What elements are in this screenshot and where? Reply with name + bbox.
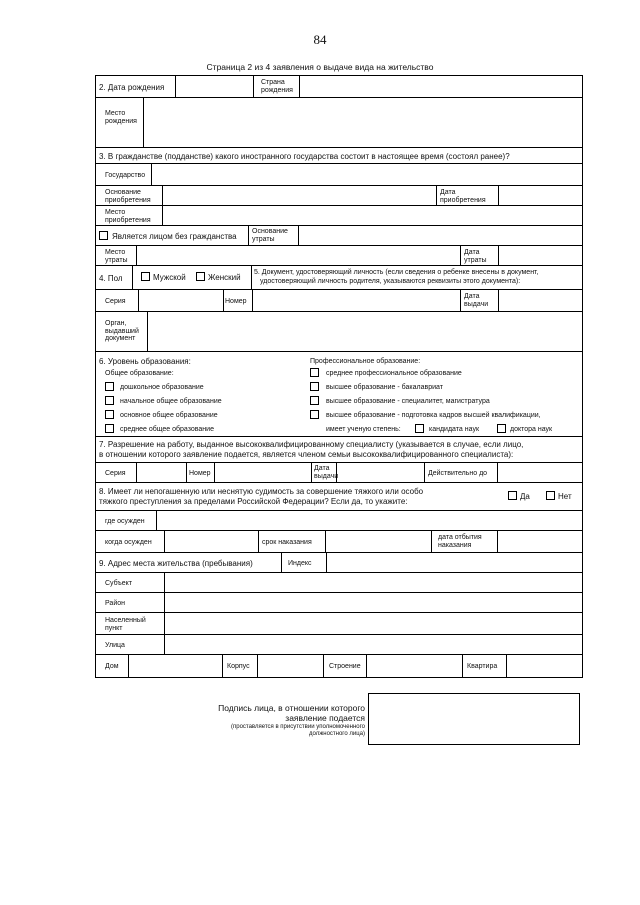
row-citizenship-title — [96, 148, 582, 164]
release-date-label: дата отбытия наказания — [438, 534, 482, 549]
loss-basis-label: Основание утраты — [252, 228, 288, 243]
master-checkbox[interactable] — [310, 396, 319, 405]
row-work-permit-title — [96, 437, 582, 463]
conviction-yes-checkbox[interactable] — [508, 491, 517, 500]
row-where-convicted — [96, 511, 582, 531]
row-work-permit-details — [96, 463, 582, 483]
sex-label: 4. Пол — [99, 274, 123, 283]
issuer-label: Орган, выдавший документ — [105, 320, 139, 342]
professional-education-label: Профессиональное образование: — [310, 358, 421, 365]
row-subject — [96, 573, 582, 593]
signature-field[interactable] — [368, 693, 580, 745]
row-birth-place — [96, 98, 582, 148]
index-label: Индекс — [288, 560, 312, 567]
house-field[interactable] — [128, 655, 129, 677]
row-acquisition-place — [96, 206, 582, 226]
candidate-checkbox[interactable] — [415, 424, 424, 433]
document-number-field[interactable] — [252, 290, 253, 311]
page-number: 84 — [313, 32, 327, 47]
secondary-prof-checkbox[interactable] — [310, 368, 319, 377]
loss-date-label: Дата утраты — [464, 249, 487, 264]
row-district — [96, 593, 582, 613]
row-when-convicted — [96, 531, 582, 553]
acquisition-place-field[interactable] — [162, 206, 163, 225]
bachelor-label: высшее образование - бакалавриат — [326, 384, 443, 391]
apartment-label: Квартира — [467, 663, 498, 670]
release-date-field[interactable] — [497, 531, 498, 552]
doctor-checkbox[interactable] — [497, 424, 506, 433]
acquisition-date-field[interactable] — [498, 186, 499, 205]
degree-label: имеет ученую степень: — [326, 426, 401, 433]
master-label: высшее образование - специалитет, магистратура — [326, 398, 490, 405]
locality-field[interactable] — [164, 613, 165, 634]
male-checkbox[interactable] — [141, 272, 150, 281]
district-label: Район — [105, 600, 125, 607]
male-label: Мужской — [153, 273, 186, 282]
row-conviction-title — [96, 483, 582, 511]
application-form — [95, 75, 583, 678]
structure-label: Строение — [329, 663, 361, 670]
work-permit-number-label: Номер — [189, 470, 211, 477]
postgraduate-checkbox[interactable] — [310, 410, 319, 419]
basic-general-checkbox[interactable] — [105, 410, 114, 419]
stateless-checkbox[interactable] — [99, 231, 108, 240]
acquisition-date-label: Дата приобретения — [440, 189, 486, 204]
loss-place-label: Место утраты — [105, 249, 128, 264]
structure-field[interactable] — [366, 655, 367, 677]
preschool-checkbox[interactable] — [105, 382, 114, 391]
row-house — [96, 655, 582, 677]
subject-label: Субъект — [105, 580, 133, 587]
conviction-title-line1: 8. Имеет ли непогашенную или неснятую судимость за совершение тяжкого или особо — [99, 487, 424, 496]
birth-place-field[interactable] — [143, 98, 144, 147]
term-field[interactable] — [325, 531, 326, 552]
state-field[interactable] — [151, 164, 152, 185]
row-address-title — [96, 553, 582, 573]
document-date-field[interactable] — [498, 290, 499, 311]
document-number-label: Номер — [225, 298, 247, 305]
postgraduate-label: высшее образование - подготовка кадров высшей квалификации, — [326, 412, 541, 419]
signature-label: Подпись лица, в отношении которого заявление подается — [218, 703, 365, 723]
street-field[interactable] — [164, 635, 165, 654]
citizenship-title: 3. В гражданстве (подданстве) какого иностранного государства состоит в настоящее время (состоял ранее)? — [99, 152, 510, 161]
secondary-general-checkbox[interactable] — [105, 424, 114, 433]
row-document-details — [96, 290, 582, 312]
where-convicted-label: где осужден — [105, 518, 145, 525]
acquisition-basis-field[interactable] — [162, 186, 163, 205]
primary-checkbox[interactable] — [105, 396, 114, 405]
district-field[interactable] — [164, 593, 165, 612]
work-permit-series-label: Серия — [105, 470, 126, 477]
row-birth-date — [96, 76, 582, 98]
conviction-yes-label: Да — [520, 492, 530, 501]
secondary-general-label: среднее общее образование — [120, 426, 214, 433]
work-permit-valid-field[interactable] — [497, 463, 498, 482]
work-permit-series-field[interactable] — [136, 463, 137, 482]
birth-date-label: 2. Дата рождения — [99, 83, 165, 92]
bachelor-checkbox[interactable] — [310, 382, 319, 391]
address-title: 9. Адрес места жительства (пребывания) — [99, 559, 253, 568]
birth-country-label: Страна рождения — [261, 79, 293, 94]
birth-date-field[interactable] — [175, 76, 176, 97]
female-label: Женский — [208, 273, 241, 282]
female-checkbox[interactable] — [196, 272, 205, 281]
when-convicted-field[interactable] — [164, 531, 165, 552]
row-acquisition — [96, 186, 582, 206]
work-permit-number-field[interactable] — [214, 463, 215, 482]
house-label: Дом — [105, 663, 119, 670]
work-permit-date-label: Дата выдачи — [314, 465, 339, 480]
row-stateless — [96, 226, 582, 246]
building-field[interactable] — [257, 655, 258, 677]
subject-field[interactable] — [164, 573, 165, 592]
document-series-label: Серия — [105, 298, 126, 305]
signature-note: (проставляется в присутствии уполномоченного должностного лица) — [230, 724, 365, 737]
locality-label: Населенный пункт — [105, 617, 146, 632]
where-convicted-field[interactable] — [156, 511, 157, 530]
row-education — [96, 352, 582, 437]
doctor-label: доктора наук — [510, 426, 553, 433]
basic-general-label: основное общее образование — [120, 412, 218, 419]
stateless-label: Является лицом без гражданства — [112, 232, 237, 241]
work-permit-date-field[interactable] — [336, 463, 337, 482]
document-title-line1: 5. Документ, удостоверяющий личность (если сведения о ребенке внесены в документ, — [254, 269, 539, 276]
acquisition-place-label: Место приобретения — [105, 209, 151, 224]
work-permit-valid-label: Действительно до — [428, 470, 488, 477]
index-field[interactable] — [326, 553, 327, 572]
apartment-field[interactable] — [506, 655, 507, 677]
secondary-prof-label: среднее профессиональное образование — [326, 370, 462, 377]
building-label: Корпус — [227, 663, 250, 670]
birth-country-field[interactable] — [299, 76, 300, 97]
row-street — [96, 635, 582, 655]
row-sex-document — [96, 266, 582, 290]
work-permit-title-line2: в отношении которого заявление подается, является членом семьи высококвалифицированного специалиста): — [99, 450, 514, 459]
education-title: 6. Уровень образования: — [99, 357, 191, 366]
row-loss-place — [96, 246, 582, 266]
conviction-no-label: Нет — [558, 492, 572, 501]
preschool-label: дошкольное образование — [120, 384, 204, 391]
document-date-label: Дата выдачи — [464, 293, 489, 308]
document-title-line2: удостоверяющий личность родителя, указываются реквизиты этого документа): — [260, 278, 521, 285]
page-subtitle: Страница 2 из 4 заявления о выдаче вида на жительство — [206, 62, 434, 72]
loss-basis-field[interactable] — [298, 226, 299, 245]
row-issuer — [96, 312, 582, 352]
street-label: Улица — [105, 642, 125, 649]
candidate-label: кандидата наук — [429, 426, 480, 433]
loss-place-field[interactable] — [136, 246, 137, 265]
conviction-no-checkbox[interactable] — [546, 491, 555, 500]
row-locality — [96, 613, 582, 635]
document-series-field[interactable] — [138, 290, 139, 311]
issuer-field[interactable] — [147, 312, 148, 351]
work-permit-title-line1: 7. Разрешение на работу, выданное высококвалифицированному специалисту (указывается в случае, если лицо, — [99, 440, 524, 449]
term-label: срок наказания — [262, 539, 312, 546]
birth-place-label: Место рождения — [105, 110, 137, 125]
acquisition-basis-label: Основание приобретения — [105, 189, 151, 204]
conviction-title-line2: тяжкого преступления за пределами Российской Федерации? Если да, то укажите: — [99, 497, 408, 506]
general-education-label: Общее образование: — [105, 370, 174, 377]
loss-date-field[interactable] — [498, 246, 499, 265]
state-label: Государство — [105, 172, 146, 179]
row-state — [96, 164, 582, 186]
primary-label: начальное общее образование — [120, 398, 222, 405]
when-convicted-label: когда осужден — [105, 539, 152, 546]
